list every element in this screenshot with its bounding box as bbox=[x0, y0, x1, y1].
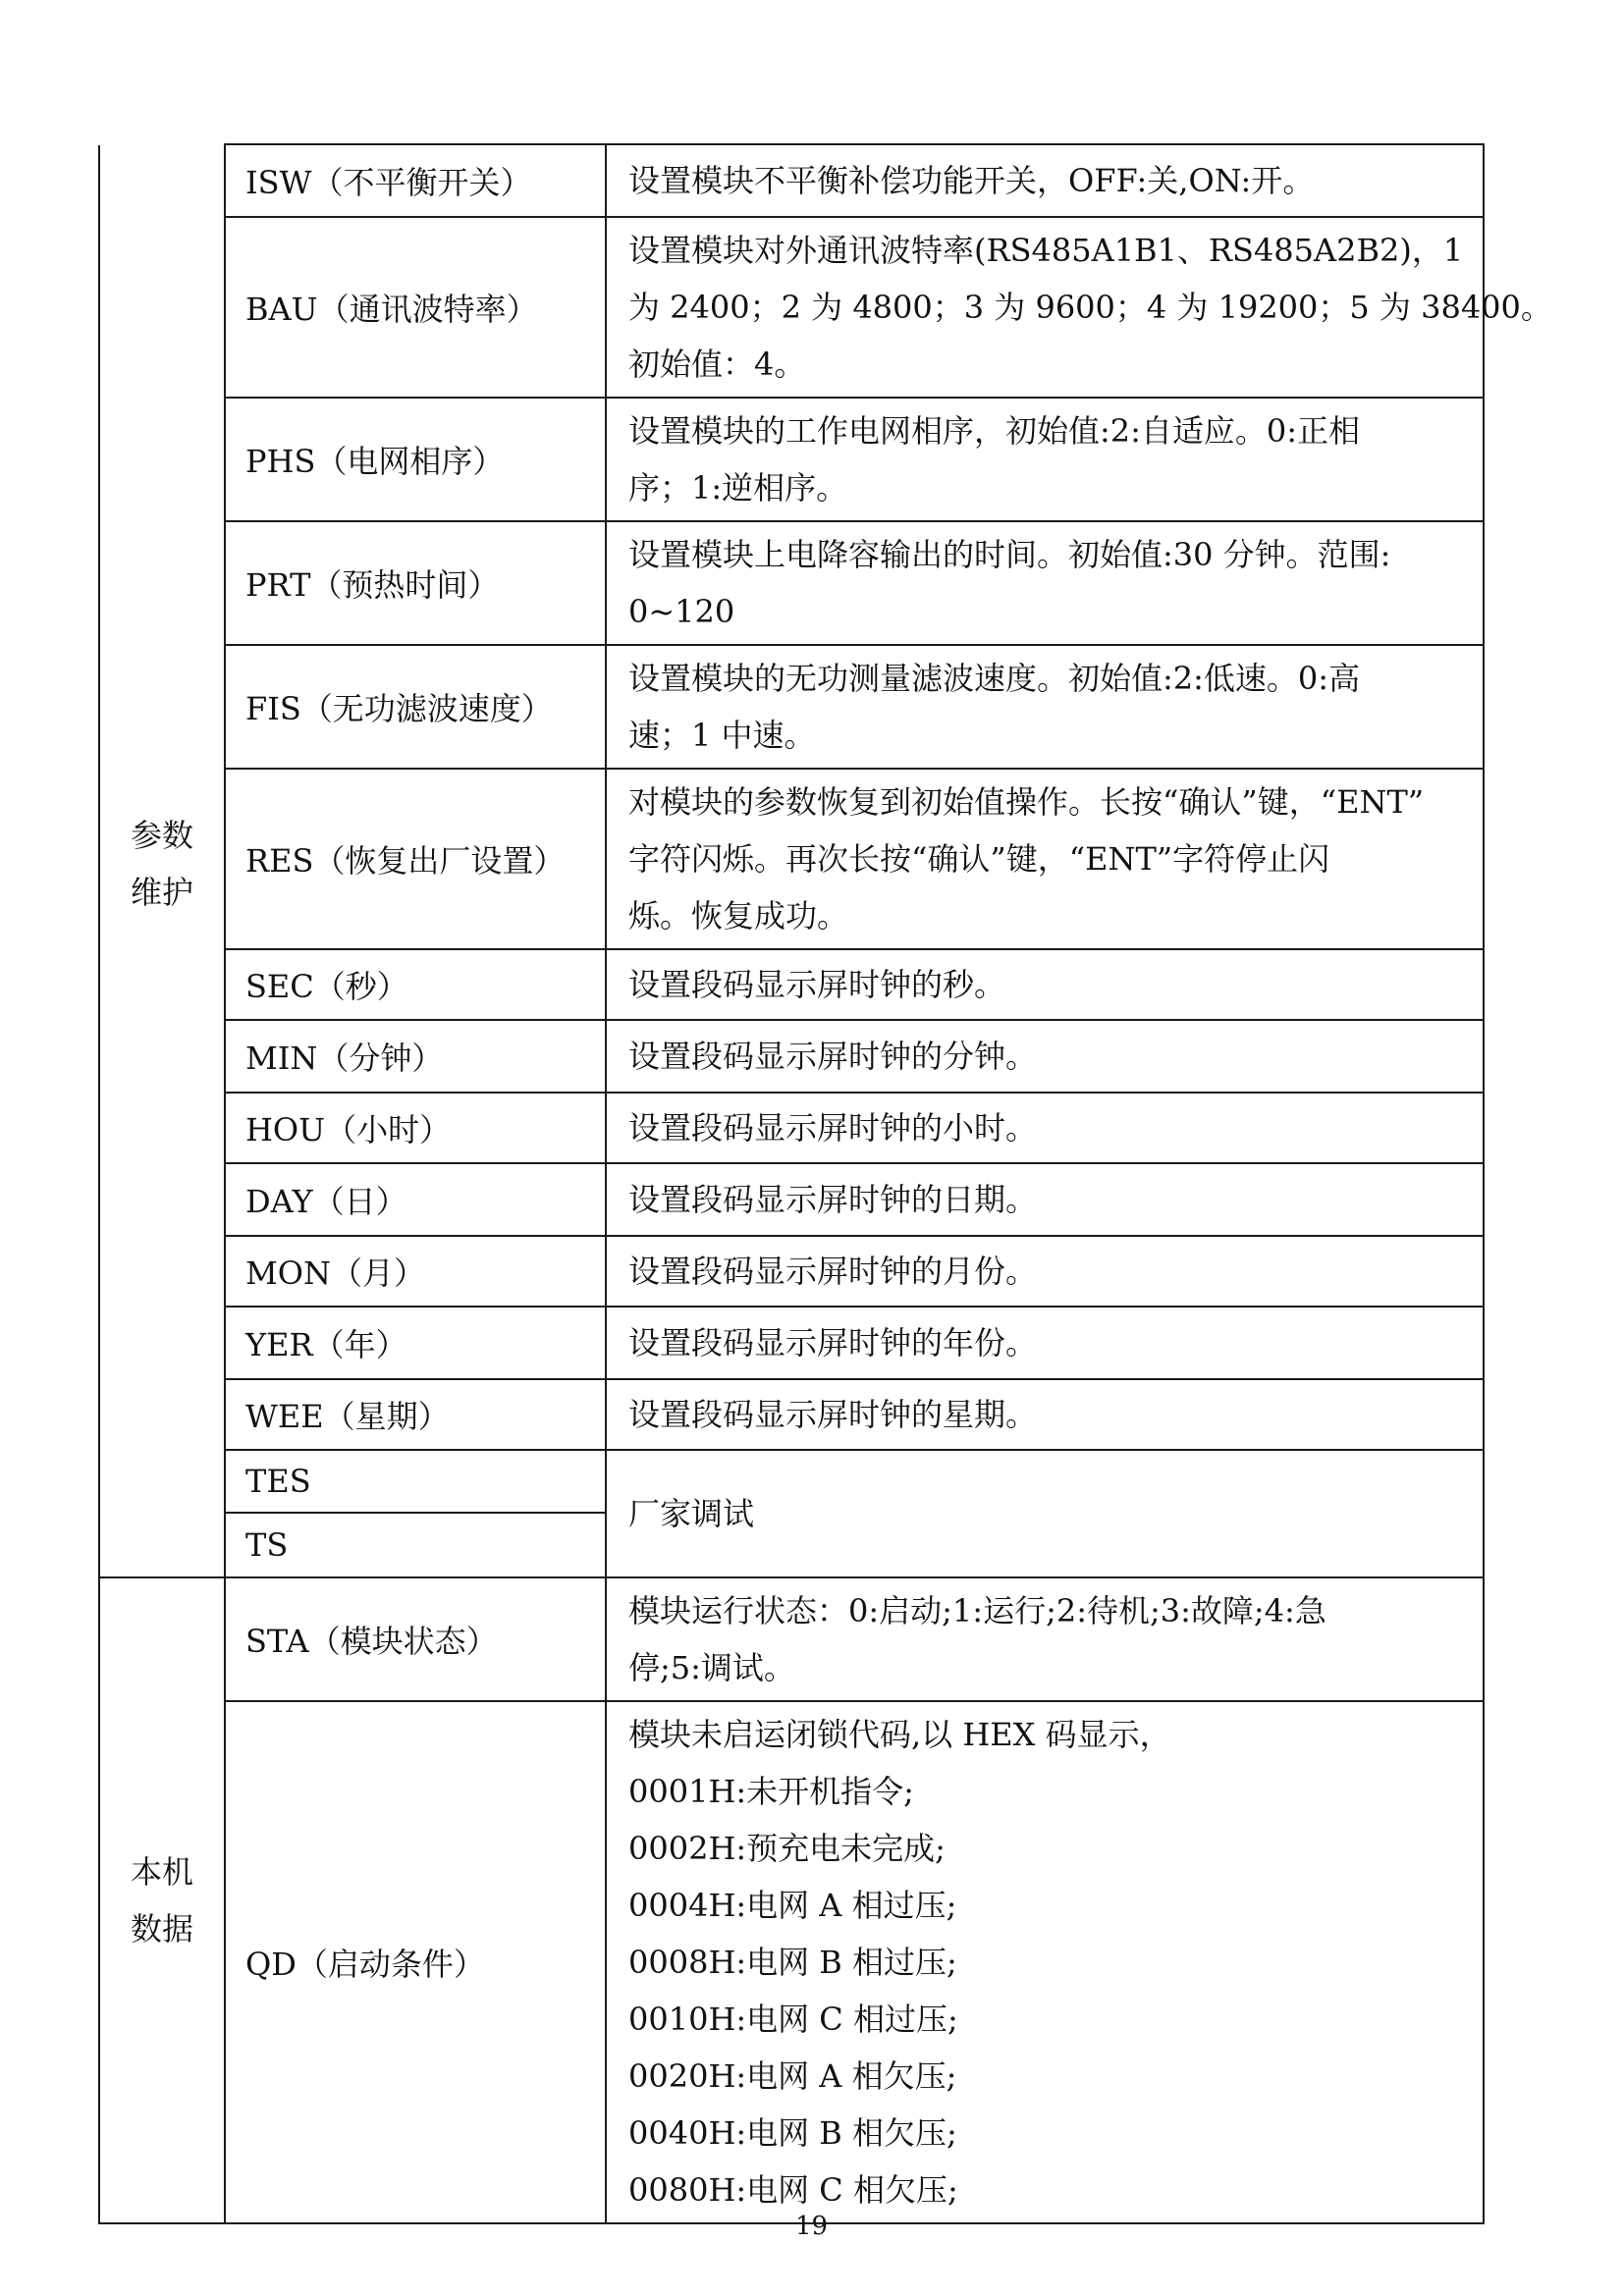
param-description: 设置段码显示屏时钟的分钟。 bbox=[606, 1020, 1484, 1093]
param-name: SEC（秒） bbox=[225, 949, 606, 1020]
param-name: PHS（电网相序） bbox=[225, 398, 606, 521]
param-name: WEE（星期） bbox=[225, 1379, 606, 1450]
param-description: 设置模块上电降容输出的时间。初始值:30 分钟。范围: 0~120 bbox=[606, 521, 1484, 645]
param-name: FIS（无功滤波速度） bbox=[225, 645, 606, 769]
group-label-line: 参数 bbox=[130, 817, 193, 854]
group-label-line: 本机 bbox=[130, 1853, 193, 1891]
param-description: 设置模块的工作电网相序，初始值:2:自适应。0:正相 序；1:逆相序。 bbox=[606, 398, 1484, 521]
param-description: 对模块的参数恢复到初始值操作。长按“确认”键，“ENT” 字符闪烁。再次长按“确认”键，“ENT”字符停止闪 烁。恢复成功。 bbox=[606, 769, 1484, 949]
param-description: 设置段码显示屏时钟的秒。 bbox=[606, 949, 1484, 1020]
param-description: 设置模块不平衡补偿功能开关，OFF:关,ON:开。 bbox=[606, 144, 1484, 217]
param-name: DAY（日） bbox=[225, 1163, 606, 1236]
param-name: YER（年） bbox=[225, 1307, 606, 1379]
param-name: RES（恢复出厂设置） bbox=[225, 769, 606, 949]
param-name: MIN（分钟） bbox=[225, 1020, 606, 1093]
param-description: 设置段码显示屏时钟的日期。 bbox=[606, 1163, 1484, 1236]
param-description: 设置段码显示屏时钟的小时。 bbox=[606, 1093, 1484, 1163]
param-description: 模块未启运闭锁代码,以 HEX 码显示， 0001H:未开机指令; 0002H:预充电未完成; 0004H:电网 A 相过压; 0008H:电网 B 相过压; 0010H:电网 C 相过压; 0020H:电网 A 相欠压; 0040H:电网 B 相欠压; 0080H:电网 C 相欠压; bbox=[606, 1701, 1484, 2223]
param-name: HOU（小时） bbox=[225, 1093, 606, 1163]
param-name: QD（启动条件） bbox=[225, 1701, 606, 2223]
param-name: TS bbox=[225, 1513, 606, 1577]
group-label-line: 数据 bbox=[130, 1910, 193, 1948]
param-name: STA（模块状态） bbox=[225, 1577, 606, 1701]
param-name: ISW（不平衡开关） bbox=[225, 144, 606, 217]
param-description: 厂家调试 bbox=[606, 1450, 1484, 1577]
group-cell-param-maintenance bbox=[99, 144, 225, 1577]
param-description: 设置段码显示屏时钟的年份。 bbox=[606, 1307, 1484, 1379]
parameter-table bbox=[98, 143, 1552, 2224]
param-name: PRT（预热时间） bbox=[225, 521, 606, 645]
param-description: 设置段码显示屏时钟的月份。 bbox=[606, 1236, 1484, 1307]
param-description: 设置段码显示屏时钟的星期。 bbox=[606, 1379, 1484, 1450]
param-description: 设置模块对外通讯波特率(RS485A1B1、RS485A2B2)，1 为 2400；2 为 4800；3 为 9600；4 为 19200；5 为 38400。 初始值：4。 bbox=[606, 217, 1484, 398]
group-label-line: 维护 bbox=[130, 874, 193, 911]
param-description: 设置模块的无功测量滤波速度。初始值:2:低速。0:高 速；1 中速。 bbox=[606, 645, 1484, 769]
param-name: BAU（通讯波特率） bbox=[225, 217, 606, 398]
page-number: 19 bbox=[794, 2212, 829, 2241]
param-name: MON（月） bbox=[225, 1236, 606, 1307]
param-name: TES bbox=[225, 1450, 606, 1513]
group-cell-local-data bbox=[99, 1577, 225, 2223]
param-description: 模块运行状态：0:启动;1:运行;2:待机;3:故障;4:急 停;5:调试。 bbox=[606, 1577, 1484, 1701]
